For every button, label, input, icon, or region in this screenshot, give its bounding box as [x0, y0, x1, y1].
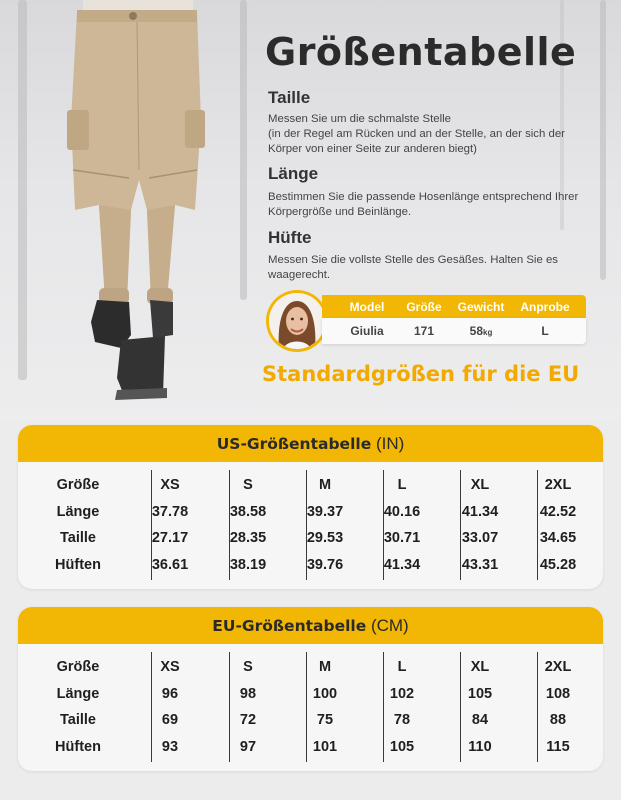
table-cell: 41.34	[461, 504, 499, 520]
table-title	[18, 425, 603, 462]
table-cell: 75	[316, 712, 334, 728]
table-row	[38, 472, 603, 499]
row-label: Größe	[56, 659, 100, 675]
model-weight-value: 58	[469, 324, 483, 338]
row-label: Größe	[56, 477, 100, 493]
table-cell: 96	[161, 686, 179, 702]
table-cell: 115	[546, 739, 570, 755]
table-cell: 101	[312, 739, 338, 755]
table-cell: 84	[471, 712, 489, 728]
table-cell: XL	[470, 659, 490, 675]
table-cell: 45.28	[539, 557, 577, 573]
us-size-table	[18, 425, 603, 589]
table-cell: 40.16	[383, 504, 421, 520]
table-cell: 105	[467, 686, 493, 702]
table-row	[38, 525, 603, 552]
table-cell: 38.19	[229, 557, 267, 573]
table-cell: 34.65	[539, 530, 577, 546]
table-grid	[38, 644, 603, 771]
table-cell: 39.76	[306, 557, 344, 573]
eu-size-table	[18, 607, 603, 771]
table-title-unit: (IN)	[375, 434, 405, 453]
table-cell: 2XL	[544, 477, 572, 493]
table-row	[38, 499, 603, 526]
model-card-values	[322, 318, 586, 344]
table-cell: L	[397, 477, 407, 493]
table-cell: 42.52	[539, 504, 577, 520]
table-cell: 78	[393, 712, 411, 728]
table-cell: 27.17	[151, 530, 189, 546]
table-grid	[38, 462, 603, 589]
table-cell: XL	[470, 477, 490, 493]
table-cell: 38.58	[229, 504, 267, 520]
table-cell: 102	[389, 686, 415, 702]
table-cell: S	[243, 477, 253, 493]
table-cell: XS	[160, 659, 180, 675]
table-cell: 108	[545, 686, 571, 702]
table-cell: 41.34	[383, 557, 421, 573]
section-text-waist: Messen Sie um die schmalste Stelle (in der Regel am Rücken und an der Stelle, an der sich der Körper von einer Seite zur anderen biegt)	[268, 113, 565, 155]
table-row	[38, 654, 603, 681]
table-cell: XS	[160, 477, 180, 493]
table-row	[38, 734, 603, 761]
section-heading-hip: Hüfte	[268, 228, 312, 247]
eu-standard-label: Standardgrößen für die EU	[262, 362, 580, 386]
table-cell: 36.61	[151, 557, 189, 573]
model-fit: L	[541, 324, 549, 338]
table-cell: 29.53	[306, 530, 344, 546]
table-title-bold: EU-Größentabelle	[212, 617, 367, 635]
model-name: Giulia	[350, 324, 384, 338]
table-row	[38, 552, 603, 579]
header-fit: Anprobe	[520, 299, 570, 314]
section-text-length: Bestimmen Sie die passende Hosenlänge entsprechend Ihrer Körpergröße und Beinlänge.	[268, 191, 579, 218]
model-weight	[450, 324, 512, 338]
row-label: Hüften	[55, 557, 101, 573]
page-title: Größentabelle	[265, 30, 577, 74]
table-cell: 98	[239, 686, 257, 702]
row-label: Taille	[60, 712, 96, 728]
model-info-card	[266, 290, 586, 352]
table-cell: 72	[239, 712, 257, 728]
table-cell: 93	[161, 739, 179, 755]
avatar	[266, 290, 328, 352]
table-cell: 88	[549, 712, 567, 728]
model-face-icon	[269, 293, 325, 349]
product-photo-cargo-pants	[55, 0, 225, 405]
table-cell: 30.71	[383, 530, 421, 546]
table-title	[18, 607, 603, 644]
table-title-unit: (CM)	[370, 616, 409, 635]
table-cell: 39.37	[306, 504, 344, 520]
table-row	[38, 681, 603, 708]
section-text-hip: Messen Sie die vollste Stelle des Gesäßes. Halten Sie es waagerecht.	[268, 254, 558, 281]
table-cell: L	[397, 659, 407, 675]
table-row	[38, 707, 603, 734]
table-cell: S	[243, 659, 253, 675]
row-label: Hüften	[55, 739, 101, 755]
model-weight-unit: kg	[483, 328, 493, 337]
table-cell: 43.31	[461, 557, 499, 573]
table-cell: 105	[389, 739, 415, 755]
header-height: Größe	[406, 299, 442, 314]
table-cell: 110	[468, 739, 492, 755]
header-weight: Gewicht	[457, 299, 505, 314]
section-heading-waist: Taille	[268, 88, 311, 107]
table-cell: 33.07	[461, 530, 499, 546]
table-cell: 69	[161, 712, 179, 728]
table-cell: 97	[239, 739, 257, 755]
row-label: Taille	[60, 530, 96, 546]
table-cell: 2XL	[544, 659, 572, 675]
table-cell: M	[318, 477, 332, 493]
row-label: Länge	[56, 504, 100, 520]
row-label: Länge	[56, 686, 100, 702]
model-height: 171	[413, 324, 435, 338]
table-cell: M	[318, 659, 332, 675]
table-title-bold: US-Größentabelle	[216, 435, 372, 453]
table-cell: 28.35	[229, 530, 267, 546]
header-model: Model	[349, 299, 385, 314]
model-card-header	[322, 295, 586, 318]
table-cell: 37.78	[151, 504, 189, 520]
table-cell: 100	[312, 686, 338, 702]
section-heading-length: Länge	[268, 164, 319, 183]
